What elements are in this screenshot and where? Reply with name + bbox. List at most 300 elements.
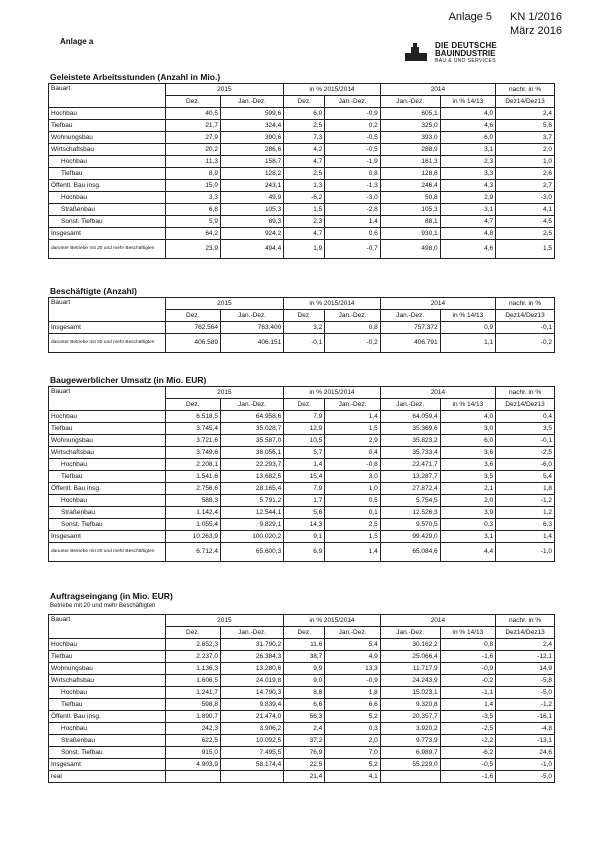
value-cell: 35.587,0 — [220, 435, 283, 447]
row-label: Tiefbau — [49, 168, 166, 180]
value-cell: 1,4 — [284, 459, 325, 471]
value-cell: 5,4 — [496, 471, 555, 483]
value-cell: 4.903,9 — [165, 759, 220, 771]
value-cell: 8,9 — [165, 168, 220, 180]
column-header-pct-14-13: in % 14/13 — [440, 627, 495, 639]
value-cell: 2,0 — [496, 144, 555, 156]
value-cell: 50,8 — [380, 192, 440, 204]
value-cell: 5.754,5 — [380, 495, 440, 507]
value-cell: -1,3 — [325, 180, 380, 192]
section-subtitle: Betriebe mit 20 und mehr Beschäftigten — [50, 603, 156, 609]
value-cell: 35.823,2 — [380, 435, 440, 447]
value-cell: 8,8 — [284, 687, 325, 699]
value-cell: 4,7 — [284, 156, 325, 168]
column-header-bauart: Bauart — [49, 387, 166, 411]
column-header-jan-dez: Jan.-Dez. — [325, 310, 380, 322]
value-cell: 2,3 — [284, 216, 325, 228]
column-header-dez: Dez. — [165, 310, 220, 322]
row-label: Tiefbau — [49, 423, 166, 435]
value-cell: -3,0 — [325, 192, 380, 204]
value-cell: 65.600,3 — [220, 543, 283, 562]
value-cell: 2,4 — [284, 723, 325, 735]
column-header-2014: 2014 — [380, 298, 495, 310]
value-cell: 55.229,0 — [380, 759, 440, 771]
value-cell: 5,2 — [325, 711, 380, 723]
value-cell: 3,0 — [440, 423, 495, 435]
value-cell: 3,0 — [325, 471, 380, 483]
value-cell: 158,7 — [220, 156, 283, 168]
value-cell: 588,3 — [165, 495, 220, 507]
column-header-jan-dez: Jan.-Dez. — [380, 627, 440, 639]
value-cell: 6.989,7 — [380, 747, 440, 759]
row-label: Insgesamt — [49, 228, 166, 240]
value-cell: -1,2 — [496, 495, 555, 507]
value-cell: 0,5 — [325, 495, 380, 507]
value-cell: 36.056,1 — [220, 447, 283, 459]
row-label: Öffentl. Bau insg. — [49, 180, 166, 192]
value-cell: 31.790,2 — [220, 639, 283, 651]
value-cell: -0,8 — [325, 459, 380, 471]
row-label: Sonst. Tiefbau — [49, 519, 166, 531]
value-cell: 4,9 — [325, 651, 380, 663]
value-cell: 35.028,7 — [220, 423, 283, 435]
value-cell: -2,5 — [496, 447, 555, 459]
value-cell: -0,9 — [325, 675, 380, 687]
value-cell: -1,1 — [440, 687, 495, 699]
column-header-dez14-dez13: Dez14/Dez13 — [496, 399, 555, 411]
row-label: Hochbau — [49, 495, 166, 507]
value-cell: 1,8 — [325, 687, 380, 699]
value-cell: 6,0 — [440, 435, 495, 447]
data-table — [48, 386, 555, 562]
column-header-jan-dez: Jan.-Dez. — [325, 399, 380, 411]
value-cell: 12.544,1 — [220, 507, 283, 519]
table-row — [49, 120, 555, 132]
value-cell: 0,2 — [325, 120, 380, 132]
value-cell: 161,3 — [380, 156, 440, 168]
column-header-nachr: nachr. in % — [496, 84, 555, 96]
table-row — [49, 543, 555, 562]
table-row — [49, 507, 555, 519]
value-cell: 2,0 — [325, 735, 380, 747]
table-row — [49, 447, 555, 459]
column-header-nachr: nachr. in % — [496, 615, 555, 627]
table-row — [49, 322, 555, 334]
value-cell: 2,5 — [496, 228, 555, 240]
table-header-row — [49, 387, 555, 399]
value-cell: 22.471,7 — [380, 459, 440, 471]
value-cell: 498,0 — [380, 240, 440, 259]
row-label: Wohnungsbau — [49, 132, 166, 144]
column-header-dez: Dez. — [165, 96, 220, 108]
column-header-dez: Dez. — [284, 627, 325, 639]
value-cell: 2,0 — [440, 495, 495, 507]
row-label: Insgesamt — [49, 322, 166, 334]
value-cell: 1.055,4 — [165, 519, 220, 531]
row-label: Straßenbau — [49, 507, 166, 519]
value-cell: 4,4 — [440, 543, 495, 562]
value-cell: 2,1 — [440, 483, 495, 495]
value-cell: 128,2 — [220, 168, 283, 180]
table-row — [49, 334, 555, 353]
value-cell: -1,6 — [440, 651, 495, 663]
value-cell: 3,3 — [440, 168, 495, 180]
value-cell: 3,7 — [496, 132, 555, 144]
data-table — [48, 297, 555, 353]
value-cell — [380, 771, 440, 783]
value-cell: 28.165,4 — [220, 483, 283, 495]
value-cell: 7,9 — [284, 411, 325, 423]
table-row — [49, 663, 555, 675]
section-title: Baugewerblicher Umsatz (in Mio. EUR) — [50, 375, 207, 385]
value-cell: 35.369,6 — [380, 423, 440, 435]
column-header-nachr: nachr. in % — [496, 387, 555, 399]
value-cell: 21,7 — [165, 120, 220, 132]
value-cell: 1,0 — [325, 483, 380, 495]
value-cell: 598,8 — [165, 699, 220, 711]
table-row — [49, 531, 555, 543]
value-cell: 5.791,2 — [220, 495, 283, 507]
value-cell: 9.320,8 — [380, 699, 440, 711]
value-cell: 4,7 — [284, 228, 325, 240]
column-header-2015: 2015 — [165, 298, 284, 310]
row-label: Wirtschaftsbau — [49, 447, 166, 459]
value-cell: 246,4 — [380, 180, 440, 192]
row-label: Wohnungsbau — [49, 435, 166, 447]
value-cell: 88,1 — [380, 216, 440, 228]
value-cell: 10,5 — [284, 435, 325, 447]
value-cell: 757.372 — [380, 322, 440, 334]
value-cell: 4,3 — [440, 180, 495, 192]
row-label: Öffentl. Bau insg. — [49, 483, 166, 495]
value-cell: 3,2 — [284, 322, 325, 334]
value-cell: 2.237,0 — [165, 651, 220, 663]
row-label: Straßenbau — [49, 204, 166, 216]
table-row — [49, 687, 555, 699]
value-cell: 0,8 — [440, 639, 495, 651]
section-title: Geleistete Arbeitsstunden (Anzahl in Mio.) — [50, 72, 221, 82]
value-cell: 3,6 — [440, 459, 495, 471]
table-row — [49, 228, 555, 240]
value-cell: 324,4 — [220, 120, 283, 132]
value-cell: 9.839,4 — [220, 699, 283, 711]
row-label: Sonst. Tiefbau — [49, 216, 166, 228]
value-cell: 24.019,8 — [220, 675, 283, 687]
table-row — [49, 483, 555, 495]
section-title: Beschäftigte (Anzahl) — [50, 286, 137, 296]
column-header-jan-dez: Jan.-Dez. — [325, 627, 380, 639]
value-cell: -1,2 — [496, 699, 555, 711]
value-cell: 14,9 — [496, 663, 555, 675]
value-cell: 6,0 — [284, 108, 325, 120]
value-cell: 1,1 — [440, 334, 495, 353]
value-cell: 6,6 — [284, 699, 325, 711]
table-row — [49, 471, 555, 483]
value-cell: 2,6 — [496, 168, 555, 180]
value-cell: -0,2 — [496, 334, 555, 353]
value-cell: 11,6 — [284, 639, 325, 651]
row-label: Wirtschaftsbau — [49, 144, 166, 156]
column-header-dez: Dez. — [284, 399, 325, 411]
column-header-pct-2015-2014: in % 2015/2014 — [284, 84, 381, 96]
value-cell: -16,1 — [496, 711, 555, 723]
value-cell: 13.287,7 — [380, 471, 440, 483]
value-cell: 5,2 — [325, 759, 380, 771]
column-header-2015: 2015 — [165, 387, 284, 399]
column-header-pct-14-13: in % 14/13 — [440, 96, 495, 108]
table-header-row — [49, 84, 555, 96]
column-header-pct-2015-2014: in % 2015/2014 — [284, 298, 381, 310]
row-label: Insgesamt — [49, 759, 166, 771]
value-cell: 65.084,6 — [380, 543, 440, 562]
table-row — [49, 495, 555, 507]
value-cell: -13,1 — [496, 735, 555, 747]
logo-line1: DIE DEUTSCHE — [435, 41, 497, 50]
value-cell: 1,4 — [496, 531, 555, 543]
value-cell: 35.733,4 — [380, 447, 440, 459]
value-cell: 1,8 — [496, 483, 555, 495]
value-cell: 1,0 — [496, 156, 555, 168]
value-cell: 2,5 — [284, 120, 325, 132]
table-row — [49, 459, 555, 471]
value-cell: 1,4 — [325, 216, 380, 228]
value-cell: -1,0 — [496, 543, 555, 562]
table-row — [49, 747, 555, 759]
logo-mark-icon — [405, 43, 427, 61]
value-cell: 6,6 — [325, 699, 380, 711]
value-cell: 599,6 — [220, 108, 283, 120]
row-label: Tiefbau — [49, 120, 166, 132]
value-cell: 11,3 — [165, 156, 220, 168]
value-cell: 12.526,3 — [380, 507, 440, 519]
column-header-jan-dez: Jan.-Dez. — [380, 399, 440, 411]
value-cell: 622,5 — [165, 735, 220, 747]
row-label: Hochbau — [49, 156, 166, 168]
header-date: März 2016 — [510, 25, 562, 37]
column-header-jan-dez: Jan.-Dez. — [220, 399, 283, 411]
anlage-number: Anlage 5 — [448, 11, 493, 23]
value-cell: 325,0 — [380, 120, 440, 132]
column-header-bauart: Bauart — [49, 84, 166, 108]
value-cell: 5,6 — [284, 507, 325, 519]
value-cell: 4,6 — [440, 240, 495, 259]
section-title: Auftragseingang (in Mio. EUR) — [50, 591, 173, 601]
value-cell: 23,9 — [165, 240, 220, 259]
table-row — [49, 771, 555, 783]
value-cell: 5,9 — [165, 216, 220, 228]
value-cell: 1,5 — [284, 204, 325, 216]
table-row — [49, 216, 555, 228]
column-header-2015: 2015 — [165, 615, 284, 627]
value-cell: 13.280,6 — [220, 663, 283, 675]
value-cell: -2,8 — [325, 204, 380, 216]
value-cell: -2,5 — [440, 723, 495, 735]
value-cell: 1.890,7 — [165, 711, 220, 723]
value-cell: 0,4 — [496, 411, 555, 423]
value-cell: 5,6 — [496, 120, 555, 132]
value-cell: 0,3 — [325, 723, 380, 735]
value-cell — [220, 771, 283, 783]
value-cell: 99.429,0 — [380, 531, 440, 543]
value-cell: 5,7 — [284, 447, 325, 459]
value-cell: 9,0 — [284, 675, 325, 687]
value-cell: -0,9 — [325, 108, 380, 120]
table-header-row — [49, 615, 555, 627]
value-cell: 40,5 — [165, 108, 220, 120]
column-header-bauart: Bauart — [49, 615, 166, 639]
column-header-dez14-dez13: Dez14/Dez13 — [496, 627, 555, 639]
value-cell: 4,5 — [496, 216, 555, 228]
value-cell: 21.474,0 — [220, 711, 283, 723]
value-cell: 3,5 — [496, 423, 555, 435]
value-cell: -2,2 — [440, 735, 495, 747]
column-header-nachr: nachr. in % — [496, 298, 555, 310]
value-cell: 0,4 — [325, 447, 380, 459]
value-cell: 2.208,1 — [165, 459, 220, 471]
value-cell: -0,9 — [440, 663, 495, 675]
value-cell: -6,0 — [496, 459, 555, 471]
value-cell: 6.712,4 — [165, 543, 220, 562]
value-cell: 2,9 — [440, 192, 495, 204]
column-header-jan-dez: Jan.-Dez. — [220, 310, 283, 322]
table-row — [49, 132, 555, 144]
table-row — [49, 180, 555, 192]
value-cell: 9.773,9 — [380, 735, 440, 747]
bauindustrie-logo — [405, 41, 555, 65]
value-cell: -5,0 — [496, 687, 555, 699]
column-header-jan-dez: Jan.-Dez. — [220, 96, 283, 108]
table-row — [49, 144, 555, 156]
value-cell: 4,6 — [440, 120, 495, 132]
value-cell: 20,2 — [165, 144, 220, 156]
row-label: Hochbau — [49, 687, 166, 699]
row-label: Hochbau — [49, 192, 166, 204]
data-table — [48, 83, 555, 259]
value-cell: 3.721,6 — [165, 435, 220, 447]
value-cell: 3,6 — [440, 447, 495, 459]
value-cell: 763.400 — [220, 322, 283, 334]
value-cell: 286,6 — [220, 144, 283, 156]
value-cell: -3,0 — [496, 192, 555, 204]
table-row — [49, 240, 555, 259]
value-cell: 1.606,5 — [165, 675, 220, 687]
column-header-2014: 2014 — [380, 84, 495, 96]
value-cell: 14.790,3 — [220, 687, 283, 699]
data-table — [48, 614, 555, 783]
value-cell: 1,5 — [325, 531, 380, 543]
value-cell: 6,8 — [165, 204, 220, 216]
value-cell: 20.357,7 — [380, 711, 440, 723]
value-cell: 9.829,1 — [220, 519, 283, 531]
column-header-dez14-dez13: Dez14/Dez13 — [496, 310, 555, 322]
row-label: Insgesamt — [49, 531, 166, 543]
value-cell: 390,6 — [220, 132, 283, 144]
row-label: darunter Betriebe mit 20 und mehr Beschäftigten — [49, 543, 166, 562]
value-cell: 930,1 — [380, 228, 440, 240]
value-cell: 3,1 — [440, 531, 495, 543]
value-cell: 2,7 — [496, 180, 555, 192]
row-label: Hochbau — [49, 108, 166, 120]
value-cell: 1,7 — [284, 495, 325, 507]
row-label: Tiefbau — [49, 471, 166, 483]
value-cell: 2,9 — [325, 435, 380, 447]
value-cell: 7,3 — [284, 132, 325, 144]
value-cell: 15.023,1 — [380, 687, 440, 699]
value-cell: 1,4 — [325, 543, 380, 562]
value-cell: 64.059,4 — [380, 411, 440, 423]
value-cell: -0,2 — [325, 334, 380, 353]
row-label: Hochbau — [49, 723, 166, 735]
row-label: real — [49, 771, 166, 783]
table-header-row — [49, 298, 555, 310]
value-cell: 58.174,4 — [220, 759, 283, 771]
value-cell: 49,9 — [220, 192, 283, 204]
value-cell: -6,2 — [284, 192, 325, 204]
value-cell: -4,8 — [496, 723, 555, 735]
value-cell: 3,9 — [440, 507, 495, 519]
value-cell: -0,5 — [325, 144, 380, 156]
value-cell: 1,9 — [284, 240, 325, 259]
value-cell: 3.906,2 — [220, 723, 283, 735]
value-cell: 3,3 — [165, 192, 220, 204]
table-row — [49, 411, 555, 423]
kn-number: KN 1/2016 — [510, 11, 562, 23]
value-cell: 14,3 — [284, 519, 325, 531]
value-cell — [165, 771, 220, 783]
value-cell: 7.495,5 — [220, 747, 283, 759]
value-cell: 3,1 — [440, 144, 495, 156]
column-header-dez: Dez. — [165, 399, 220, 411]
value-cell: 762.564 — [165, 322, 220, 334]
value-cell: 5,4 — [325, 639, 380, 651]
value-cell: 1,5 — [496, 240, 555, 259]
value-cell: 13,3 — [325, 663, 380, 675]
value-cell: 7,0 — [325, 747, 380, 759]
value-cell: 6,9 — [284, 543, 325, 562]
table-row — [49, 423, 555, 435]
table-row — [49, 192, 555, 204]
table-row — [49, 156, 555, 168]
value-cell: 4,0 — [440, 108, 495, 120]
column-header-pct-14-13: in % 14/13 — [440, 310, 495, 322]
value-cell: 0,1 — [325, 507, 380, 519]
value-cell: 1,4 — [325, 411, 380, 423]
row-label: Wirtschaftsbau — [49, 675, 166, 687]
value-cell: 406.791 — [380, 334, 440, 353]
value-cell: 288,9 — [380, 144, 440, 156]
value-cell: 128,6 — [380, 168, 440, 180]
value-cell: -1,9 — [325, 156, 380, 168]
value-cell: 2.652,3 — [165, 639, 220, 651]
row-label: darunter Betriebe mit 20 und mehr Beschäftigten — [49, 334, 166, 353]
value-cell: 10.263,9 — [165, 531, 220, 543]
value-cell: 4,1 — [325, 771, 380, 783]
value-cell: 1.136,3 — [165, 663, 220, 675]
value-cell: -5,0 — [496, 771, 555, 783]
value-cell: 0,8 — [325, 168, 380, 180]
value-cell: -0,5 — [440, 759, 495, 771]
value-cell: 3.920,2 — [380, 723, 440, 735]
row-label: Sonst. Tiefbau — [49, 747, 166, 759]
logo-line2: BAUINDUSTRIE — [435, 49, 496, 58]
value-cell: 2,4 — [496, 639, 555, 651]
value-cell: 4,1 — [496, 204, 555, 216]
row-label: Hochbau — [49, 411, 166, 423]
column-header-dez14-dez13: Dez14/Dez13 — [496, 96, 555, 108]
value-cell: 1.241,7 — [165, 687, 220, 699]
value-cell: -0,1 — [496, 435, 555, 447]
table-row — [49, 735, 555, 747]
